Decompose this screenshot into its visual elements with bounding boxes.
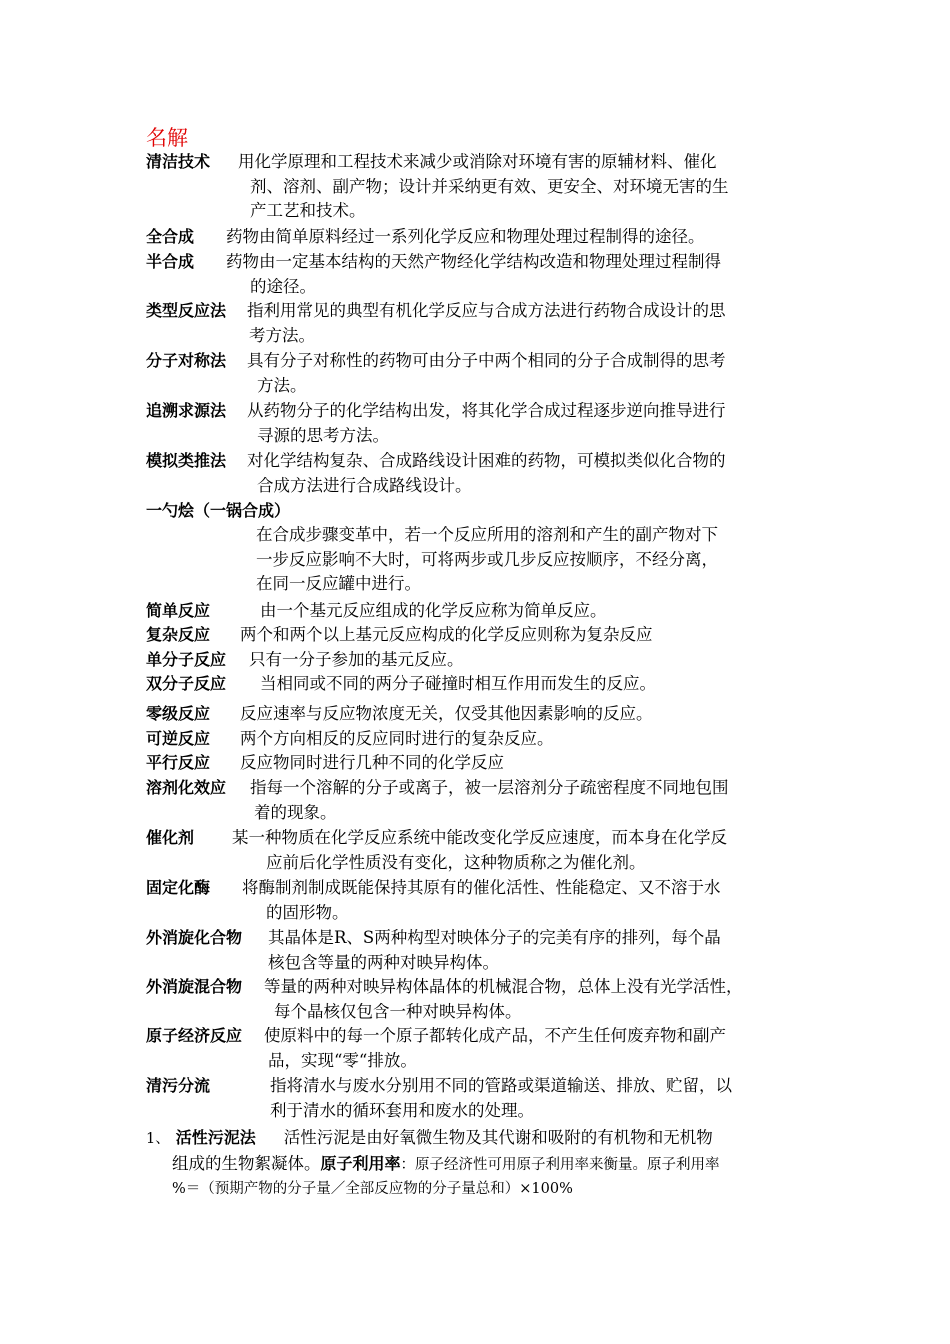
term-definition [268, 926, 818, 975]
definition-line: 在同一反应罐中进行。 [256, 574, 421, 593]
definition-text: 活性污泥是由好氧微生物及其代谢和吸附的有机物和无机物 [283, 1128, 713, 1147]
term-label: 外消旋混合物 [146, 977, 243, 996]
term-definition [232, 826, 818, 875]
term-label: 溶剂化效应 [146, 778, 227, 797]
definition-line: 药物由一定基本结构的天然产物经化学结构改造和物理处理过程制得 [226, 252, 721, 271]
term-label: 外消旋化合物 [146, 928, 243, 947]
definition-line: 核包含等量的两种对映异构体。 [268, 952, 499, 972]
term-definition [226, 250, 818, 299]
term-label: 催化剂 [146, 828, 195, 847]
definition-line: 考方法。 [249, 325, 315, 345]
item-number: 1、 [146, 1131, 170, 1147]
term-label: 简单反应 [146, 601, 211, 620]
definition-line: 两个和两个以上基元反应构成的化学反应则称为复杂反应 [240, 625, 653, 644]
definition-line: 药物由简单原料经过一系列化学反应和物理处理过程制得的途径。 [226, 227, 705, 246]
definition-line: 对化学结构复杂、合成路线设计困难的药物，可模拟类似化合物的 [247, 451, 726, 470]
definition-line: 反应速率与反应物浓度无关，仅受其他因素影响的反应。 [240, 704, 653, 723]
paragraph-line [146, 1126, 816, 1152]
term-label: 平行反应 [146, 753, 211, 772]
term-definition [226, 225, 818, 250]
term-definition [260, 599, 818, 624]
definition-line: 具有分子对称性的药物可由分子中两个相同的分子合成制得的思考 [247, 351, 726, 370]
term-label: 分子对称法 [146, 351, 227, 370]
term-definition [249, 648, 818, 673]
term-label: 类型反应法 [146, 301, 227, 320]
term-definition [264, 975, 820, 1024]
term-label: 原子利用率 [320, 1153, 401, 1173]
term-label: 追溯求源法 [146, 401, 227, 420]
term-definition [242, 876, 818, 925]
definition-line: 合成方法进行合成路线设计。 [257, 475, 472, 495]
definition-line: 产工艺和技术。 [250, 201, 366, 220]
definition-line: 利于清水的循环套用和废水的处理。 [270, 1100, 534, 1120]
definition-line: 剂、溶剂、副产物；设计并采纳更有效、更安全、对环境无害的生 [250, 176, 729, 196]
definition-line: 的固形物。 [266, 902, 349, 922]
definition-line: 使原料中的每一个原子都转化成产品，不产生任何废弃物和副产 [264, 1026, 726, 1045]
term-definition [264, 1024, 818, 1073]
numbered-paragraph [146, 1126, 816, 1202]
term-label: 模拟类推法 [146, 451, 227, 470]
term-definition [247, 399, 818, 448]
definition-line: 用化学原理和工程技术来减少或消除对环境有害的原辅材料、催化 [238, 152, 717, 171]
term-label: 单分子反应 [146, 650, 227, 669]
definition-line: 指利用常见的典型有机化学反应与合成方法进行药物合成设计的思 [247, 301, 726, 320]
section-title: 名解 [146, 126, 188, 150]
term-definition [240, 702, 818, 727]
term-entry [146, 499, 816, 599]
definition-line: 两个方向相反的反应同时进行的复杂反应。 [240, 729, 554, 748]
definition-line: 反应物同时进行几种不同的化学反应 [240, 753, 504, 772]
definition-line: 品，实现“零“排放。 [268, 1050, 417, 1070]
term-label: 清污分流 [146, 1076, 211, 1095]
term-definition [260, 672, 818, 697]
term-label: 原子经济反应 [146, 1026, 243, 1045]
term-definition [240, 623, 818, 648]
definition-text: ：原子经济性可用原子利用率来衡量。原子利用率 [400, 1156, 720, 1173]
definition-line: 其晶体是R、S两种构型对映体分子的完美有序的排列，每个晶 [268, 928, 721, 947]
definition-line: 当相同或不同的两分子碰撞时相互作用而发生的反应。 [260, 674, 656, 693]
definition-line: 在合成步骤变革中，若一个反应所用的溶剂和产生的副产物对下 [256, 525, 718, 544]
definition-line: 寻源的思考方法。 [257, 425, 389, 445]
definition-line: 只有一分子参加的基元反应。 [249, 650, 464, 669]
definition-line: 每个晶核仅包含一种对映异构体。 [274, 1001, 522, 1021]
definition-line: 的途径。 [250, 276, 316, 296]
term-label: 可逆反应 [146, 729, 211, 748]
term-label: 固定化酶 [146, 878, 211, 897]
term-label: 半合成 [146, 252, 195, 271]
term-label: 全合成 [146, 227, 195, 246]
term-definition [250, 776, 818, 825]
definition-line: 指每一个溶解的分子或离子，被一层溶剂分子疏密程度不同地包围 [250, 778, 729, 797]
term-definition [238, 150, 818, 224]
definition-text: 组成的生物絮凝体。 [172, 1153, 321, 1173]
term-definition [240, 727, 818, 752]
definition-line: 方法。 [257, 375, 307, 395]
definition-line: 将酶制剂制成既能保持其原有的催化活性、性能稳定、又不溶于水 [242, 878, 721, 897]
definition-line: 从药物分子的化学结构出发，将其化学合成过程逐步逆向推导进行 [247, 401, 726, 420]
term-definition [247, 299, 818, 348]
formula-line: %＝（预期产物的分子量／全部反应物的分子量总和）×100% [172, 1181, 573, 1197]
term-label: 清洁技术 [146, 152, 211, 171]
term-label: 双分子反应 [146, 674, 227, 693]
definition-line: 等量的两种对映异构体晶体的机械混合物，总体上没有光学活性， [264, 977, 743, 996]
term-definition [256, 523, 818, 597]
term-label: 复杂反应 [146, 625, 211, 644]
term-label: 一勺烩（一锅合成） [146, 501, 291, 520]
definition-line: 由一个基元反应组成的化学反应称为简单反应。 [260, 601, 607, 620]
paragraph-line [146, 1152, 816, 1178]
term-definition [247, 349, 818, 398]
term-label: 零级反应 [146, 704, 211, 723]
term-label: 活性污泥法 [175, 1128, 256, 1147]
term-definition [270, 1074, 818, 1123]
definition-line: 着的现象。 [254, 802, 337, 822]
definition-line: 某一种物质在化学反应系统中能改变化学反应速度，而本身在化学反 [232, 828, 727, 847]
definition-line: 指将清水与废水分别用不同的管路或渠道输送、排放、贮留，以 [270, 1076, 732, 1095]
term-definition [240, 751, 818, 776]
definition-line: 一步反应影响不大时，可将两步或几步反应按顺序，不经分离， [256, 549, 718, 569]
term-definition [247, 449, 818, 498]
definition-line: 应前后化学性质没有变化，这种物质称之为催化剂。 [266, 852, 646, 872]
